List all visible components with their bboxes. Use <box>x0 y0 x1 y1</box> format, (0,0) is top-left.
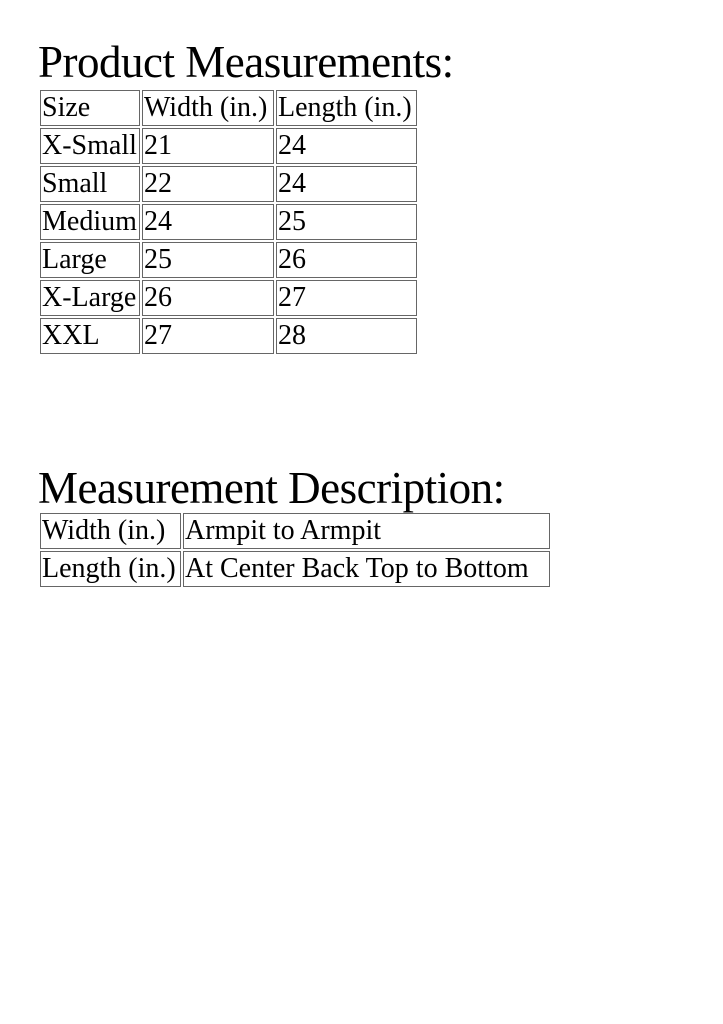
header-size: Size <box>40 90 140 126</box>
measurement-method-cell: At Center Back Top to Bottom <box>183 551 550 587</box>
table-row <box>40 128 417 164</box>
width-cell: 26 <box>142 280 274 316</box>
product-measurements-title: Product Measurements: <box>38 37 454 87</box>
header-length: Length (in.) <box>276 90 417 126</box>
length-cell: 26 <box>276 242 417 278</box>
size-cell: Large <box>40 242 140 278</box>
table-row <box>40 204 417 240</box>
measurement-method-cell: Armpit to Armpit <box>183 513 550 549</box>
size-cell: XXL <box>40 318 140 354</box>
width-cell: 21 <box>142 128 274 164</box>
table-row <box>40 242 417 278</box>
measurement-name-cell: Width (in.) <box>40 513 181 549</box>
size-cell: X-Large <box>40 280 140 316</box>
measurement-name-cell: Length (in.) <box>40 551 181 587</box>
measurement-description-table <box>38 511 552 589</box>
table-row <box>40 318 417 354</box>
size-chart-table <box>38 88 419 356</box>
width-cell: 27 <box>142 318 274 354</box>
table-row <box>40 551 550 587</box>
length-cell: 27 <box>276 280 417 316</box>
table-row <box>40 280 417 316</box>
width-cell: 24 <box>142 204 274 240</box>
length-cell: 24 <box>276 128 417 164</box>
width-cell: 22 <box>142 166 274 202</box>
table-row <box>40 166 417 202</box>
measurement-description-title: Measurement Description: <box>38 463 505 513</box>
size-cell: Medium <box>40 204 140 240</box>
table-header-row <box>40 90 417 126</box>
size-cell: X-Small <box>40 128 140 164</box>
length-cell: 25 <box>276 204 417 240</box>
table-row <box>40 513 550 549</box>
length-cell: 24 <box>276 166 417 202</box>
length-cell: 28 <box>276 318 417 354</box>
header-width: Width (in.) <box>142 90 274 126</box>
width-cell: 25 <box>142 242 274 278</box>
size-cell: Small <box>40 166 140 202</box>
